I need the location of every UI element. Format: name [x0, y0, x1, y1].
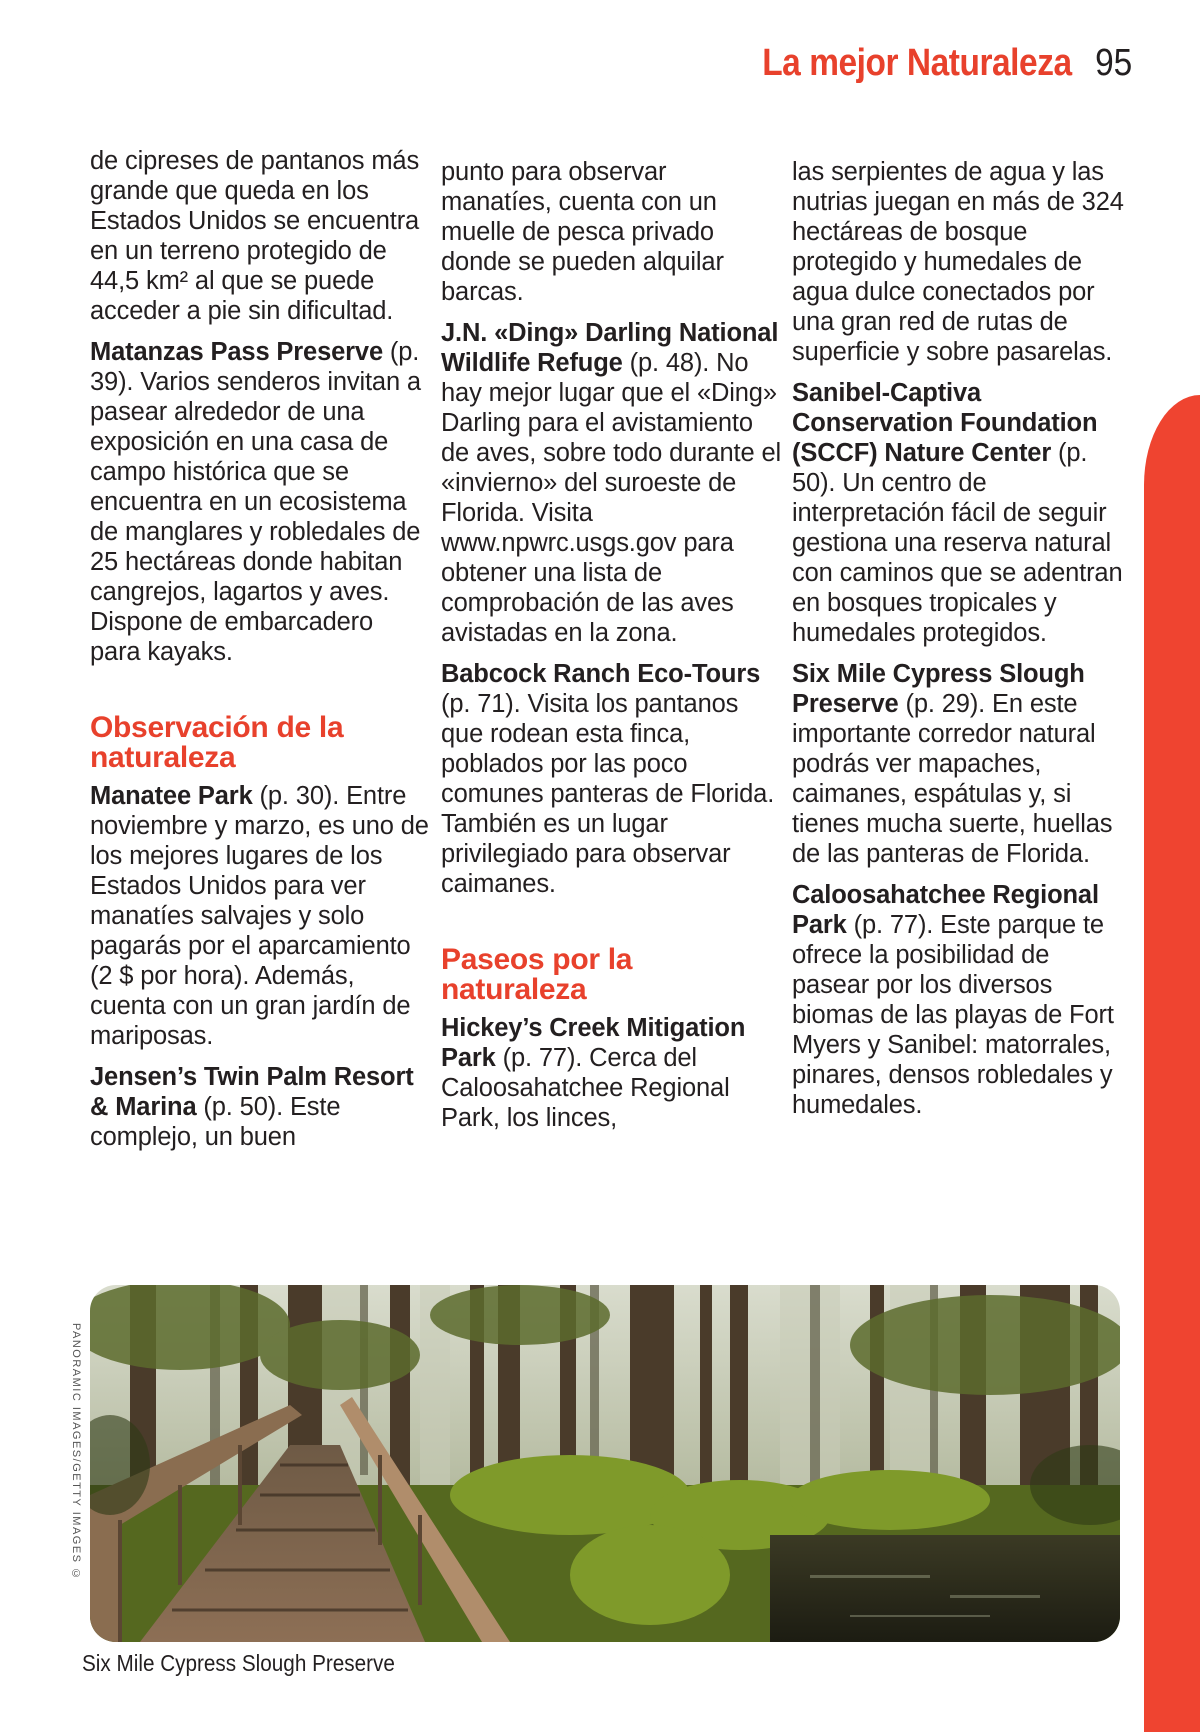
paragraph-continuation: de cipreses de pantanos más grande que queda en los Estados Unidos se encuentra en un terreno protegido de 44,5 km² al que se puede acceder a pie sin dificultad. [90, 147, 420, 325]
entry-caloosahatchee: Caloosahatchee Regional Park (p. 77). Este parque te ofrece la posibilidad de pasear por los diversos biomas de las playas de Fort Myers y Sanibel: matorrales, pinares, densos robledales y humedales. [792, 881, 1114, 1119]
entry-matanzas-pass-preserve: Matanzas Pass Preserve (p. 39). Varios senderos invitan a pasear alrededor de una exposición en una casa de campo histórica que se encuentra en un ecosistema de manglares y robledales de 25 hectáreas donde habitan cangrejos, lagartos y aves. Dispone de embarcadero para kayaks. [90, 338, 421, 666]
text-column-1 [90, 146, 430, 1163]
entry-title: Babcock Ranch Eco-Tours [441, 660, 761, 688]
text-column-2 [441, 157, 781, 1144]
entry-title: Hickey’s Creek Mitigation Park [441, 1014, 746, 1072]
entry-manatee-park: Manatee Park (p. 30). Entre noviembre y marzo, es uno de los mejores lugares de los Estados Unidos para ver manatíes salvajes y solo pagarás por el aparcamiento (2 $ por hora). Además, cuenta con un gran jardín de mariposas. [90, 782, 429, 1050]
page-header [720, 42, 1132, 85]
paragraph-continuation: las serpientes de agua y las nutrias juegan en más de 324 hectáreas de bosque protegido y humedales de agua dulce conectados por una gran red de rutas de superficie y sobre pasarelas. [792, 158, 1124, 366]
section-title: La mejor Naturaleza [762, 42, 1072, 84]
chapter-side-tab [1144, 395, 1200, 1732]
entry-title: Manatee Park [90, 782, 253, 810]
entry-sccf-nature-center: Sanibel-Captiva Conservation Foundation (SCCF) Nature Center (p. 50). Un centro de interpretación fácil de seguir gestiona una reserva natural con caminos que se adentran en bosques tropicales y humedales protegidos. [792, 379, 1123, 647]
entry-ding-darling: J.N. «Ding» Darling National Wildlife Refuge (p. 48). No hay mejor lugar que el «Ding» Darling para el avistamiento de aves, sobre todo durante el «invierno» del suroeste de Florida. Visita www.npwrc.usgs.gov para obtener una lista de comprobación de las aves avistadas en la zona. [441, 319, 781, 647]
entry-title: Matanzas Pass Preserve [90, 338, 383, 366]
entry-hickeys-creek: Hickey’s Creek Mitigation Park (p. 77). Cerca del Caloosahatchee Regional Park, los linces, [441, 1014, 746, 1132]
entry-title: Caloosahatchee Regional Park [792, 881, 1099, 939]
entry-title: Sanibel-Captiva Conservation Foundation (SCCF) Nature Center [792, 379, 1098, 467]
entry-jensens-twin-palm: Jensen’s Twin Palm Resort & Marina (p. 50). Este complejo, un buen [90, 1063, 414, 1151]
entry-title: Six Mile Cypress Slough Preserve [792, 660, 1085, 718]
photo-caption: Six Mile Cypress Slough Preserve [82, 1650, 395, 1676]
entry-title: Jensen’s Twin Palm Resort & Marina [90, 1063, 414, 1121]
paragraph-continuation: punto para observar manatíes, cuenta con un muelle de pesca privado donde se pueden alquilar barcas. [441, 158, 724, 306]
entry-title: J.N. «Ding» Darling National Wildlife Refuge [441, 319, 779, 377]
page-number: 95 [1094, 42, 1132, 84]
photo-credit: PANORAMIC IMAGES/GETTY IMAGES © [70, 1323, 82, 1582]
heading-observacion: Observación de la naturaleza [90, 711, 344, 774]
heading-paseos: Paseos por la naturaleza [441, 943, 633, 1006]
text-column-3 [792, 157, 1132, 1131]
entry-six-mile-cypress: Six Mile Cypress Slough Preserve (p. 29). En este importante corredor natural podrás ver mapaches, caimanes, espátulas y, si tienes mucha suerte, huellas de las panteras de Florida. [792, 660, 1113, 868]
boardwalk-swamp-photo [90, 1285, 1120, 1642]
entry-babcock-ranch: Babcock Ranch Eco-Tours (p. 71). Visita los pantanos que rodean esta finca, poblados por las poco comunes panteras de Florida. También es un lugar privilegiado para observar caimanes. [441, 660, 775, 898]
